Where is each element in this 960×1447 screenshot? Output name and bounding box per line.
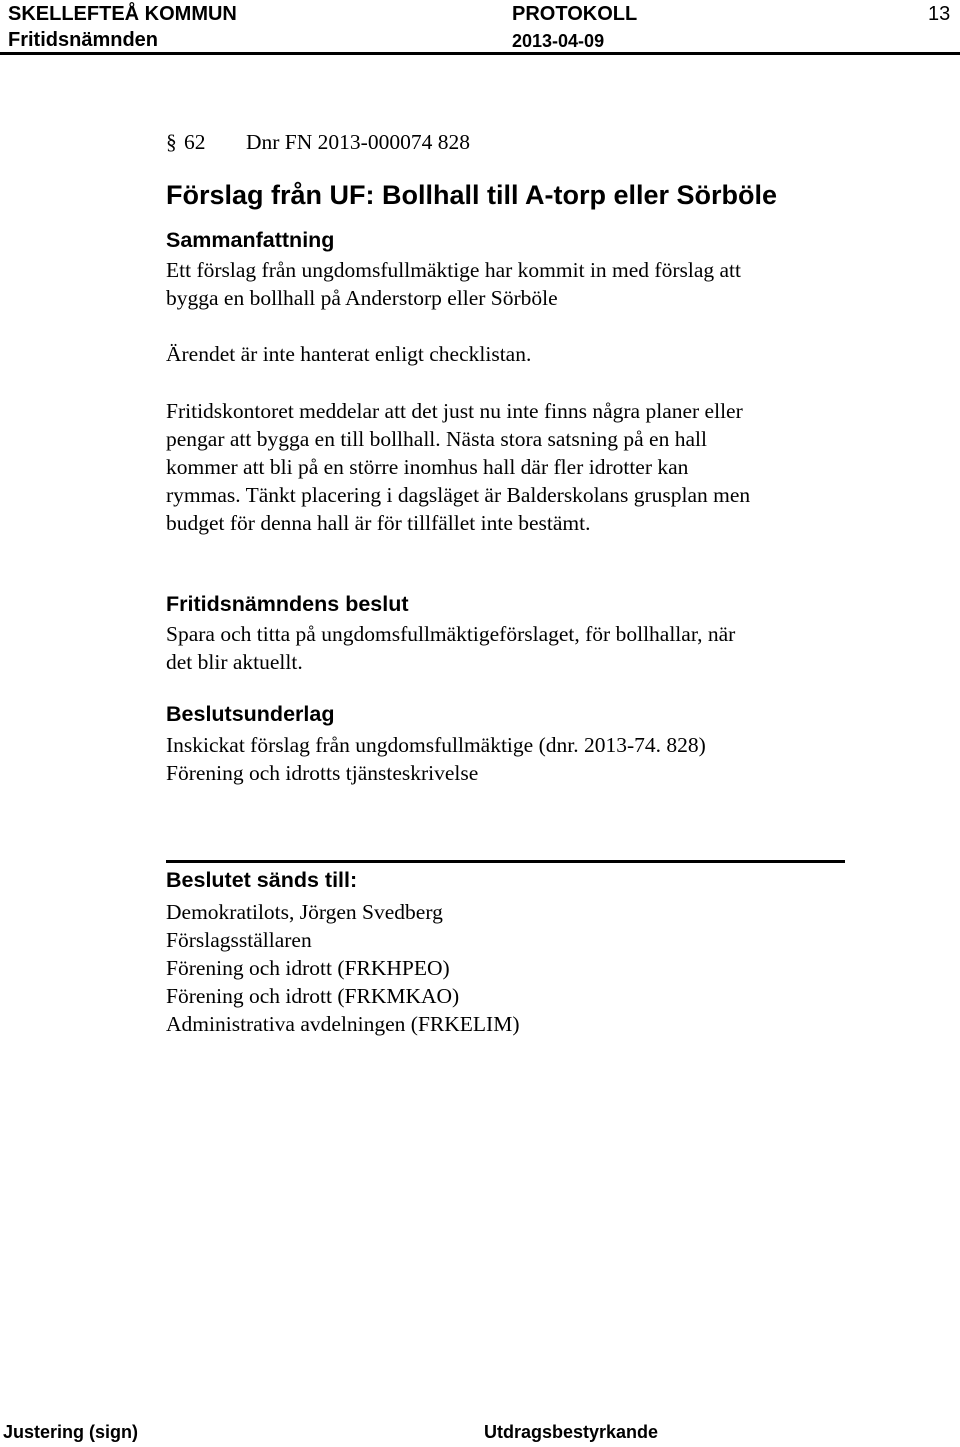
summary-line: Fritidskontoret meddelar att det just nu inte finns några planer eller bbox=[166, 399, 743, 423]
summary-line: pengar att bygga en till bollhall. Nästa stora satsning på en hall bbox=[166, 427, 707, 451]
basis-line: Inskickat förslag från ungdomsfullmäktige (dnr. 2013-74. 828) bbox=[166, 733, 706, 757]
paragraph-number: 62 bbox=[184, 130, 206, 154]
summary-line: rymmas. Tänkt placering i dagsläget är Balderskolans grusplan men bbox=[166, 483, 751, 507]
footer-justering: Justering (sign) bbox=[3, 1422, 139, 1442]
recipient-item: Förening och idrott (FRKMKAO) bbox=[166, 984, 460, 1008]
basis-heading: Beslutsunderlag bbox=[166, 702, 335, 726]
sent-to-heading: Beslutet sänds till: bbox=[166, 868, 358, 892]
summary-heading: Sammanfattning bbox=[166, 228, 335, 252]
header-rule bbox=[0, 52, 960, 55]
recipient-item: Demokratilots, Jörgen Svedberg bbox=[166, 900, 443, 924]
case-number: Dnr FN 2013-000074 828 bbox=[246, 130, 470, 154]
decision-heading: Fritidsnämndens beslut bbox=[166, 592, 409, 616]
recipient-item: Förening och idrott (FRKHPEO) bbox=[166, 956, 450, 980]
section-sign: § bbox=[166, 130, 177, 154]
meeting-date: 2013-04-09 bbox=[512, 31, 605, 51]
page-number: 13 bbox=[928, 3, 951, 25]
basis-line: Förening och idrotts tjänsteskrivelse bbox=[166, 761, 479, 785]
recipient-item: Förslagsställaren bbox=[166, 928, 312, 952]
decision-line: det blir aktuellt. bbox=[166, 650, 303, 674]
summary-line: Ett förslag från ungdomsfullmäktige har kommit in med förslag att bbox=[166, 258, 741, 282]
footer-utdragsbestyrkande: Utdragsbestyrkande bbox=[484, 1422, 659, 1442]
summary-line: budget för denna hall är för tillfället inte bestämt. bbox=[166, 511, 591, 535]
page-header bbox=[0, 0, 960, 56]
summary-line: bygga en bollhall på Anderstorp eller Sörböle bbox=[166, 286, 558, 310]
org-name: SKELLEFTEÅ KOMMUN bbox=[8, 3, 237, 25]
page-title: Förslag från UF: Bollhall till A-torp eller Sörböle bbox=[166, 180, 778, 210]
recipient-item: Administrativa avdelningen (FRKELIM) bbox=[166, 1012, 520, 1036]
sent-to-divider bbox=[166, 860, 845, 863]
decision-line: Spara och titta på ungdomsfullmäktigeförslaget, för bollhallar, när bbox=[166, 622, 736, 646]
summary-line: kommer att bli på en större inomhus hall där fler idrotter kan bbox=[166, 455, 689, 479]
summary-checklist-line: Ärendet är inte hanterat enligt checklistan. bbox=[166, 342, 532, 366]
document-type: PROTOKOLL bbox=[512, 3, 638, 25]
committee-name: Fritidsnämnden bbox=[8, 29, 159, 51]
